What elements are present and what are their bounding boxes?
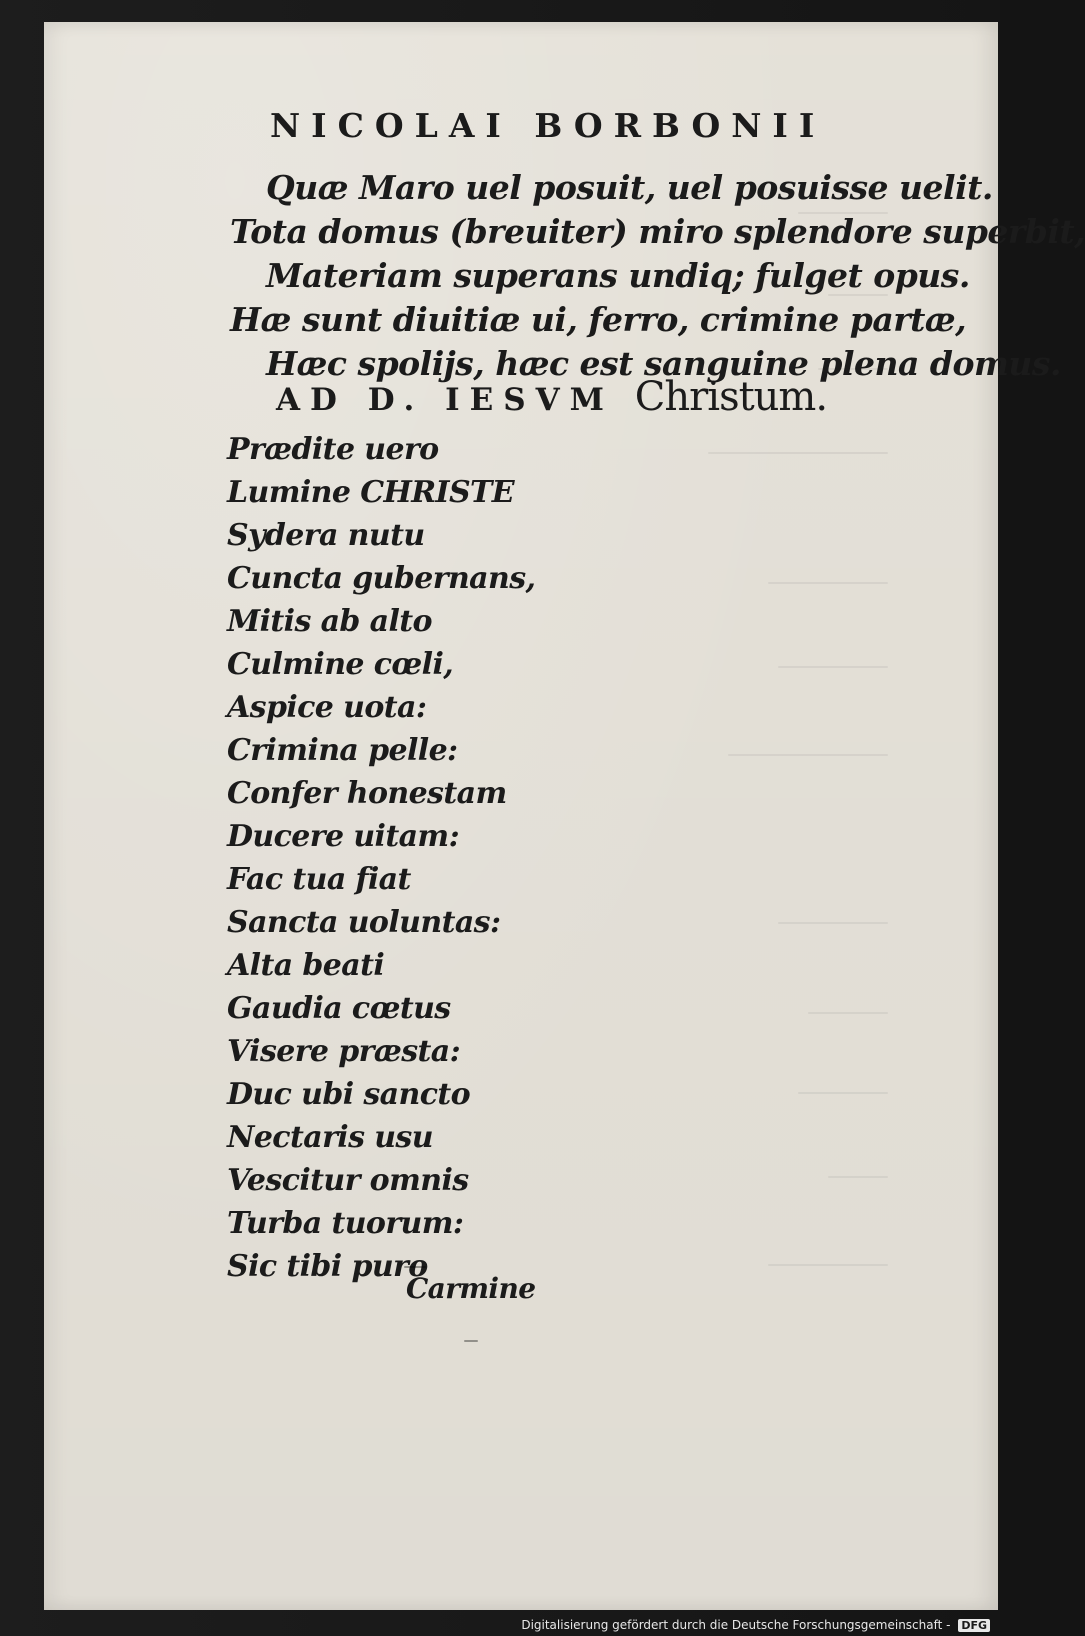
body-line-2: Tota domus (breuiter) miro splendore superbit, xyxy=(230,212,1085,251)
poem-line: Turba tuorum: xyxy=(227,1206,464,1241)
body-line-5: Hæc spolijs, hæc est sanguine plena domus. xyxy=(266,344,1061,383)
body-line-3: Materiam superans undiq; fulget opus. xyxy=(266,256,970,295)
poem-line: Sancta uoluntas: xyxy=(227,905,501,940)
poem-line: Culmine cœli, xyxy=(227,647,454,682)
catchword: Carmine xyxy=(406,1272,536,1305)
poem-line: Duc ubi sancto xyxy=(227,1077,471,1112)
dfg-logo: DFG xyxy=(958,1619,990,1632)
section-title-main: Christum. xyxy=(634,374,828,420)
print-mark xyxy=(404,1266,426,1268)
digitization-credit xyxy=(521,1618,990,1632)
section-title-prefix: AD D. IESVM xyxy=(276,382,614,418)
poem-line: Vescitur omnis xyxy=(227,1163,469,1198)
poem-line: Nectaris usu xyxy=(227,1120,433,1155)
poem-line: Visere præsta: xyxy=(227,1034,461,1069)
page-content xyxy=(44,22,1085,1610)
poem-line: Crimina pelle: xyxy=(227,733,458,768)
book-page xyxy=(44,22,1085,1610)
poem-line: Aspice uota: xyxy=(227,690,427,725)
credit-text: Digitalisierung gefördert durch die Deutsche Forschungsgemeinschaft - xyxy=(521,1618,951,1632)
body-line-4: Hæ sunt diuitiæ ui, ferro, crimine partæ, xyxy=(230,300,967,339)
poem-line: Fac tua fiat xyxy=(227,862,411,897)
print-mark xyxy=(464,1340,478,1342)
poem-line: Alta beati xyxy=(227,948,385,983)
poem-line: Confer honestam xyxy=(227,776,507,811)
poem-line: Sydera nutu xyxy=(227,518,425,553)
running-header: NICOLAI BORBONII xyxy=(270,106,826,145)
section-title xyxy=(276,374,827,420)
poem-line: Cuncta gubernans, xyxy=(227,561,536,596)
poem-line: Sic tibi puro xyxy=(227,1249,428,1284)
poem-line: Ducere uitam: xyxy=(227,819,460,854)
poem xyxy=(227,428,747,1288)
poem-line: Mitis ab alto xyxy=(227,604,432,639)
poem-line: Prædite uero xyxy=(227,432,439,467)
body-line-1: Quæ Maro uel posuit, uel posuisse uelit. xyxy=(266,168,993,207)
poem-line: Gaudia cœtus xyxy=(227,991,451,1026)
poem-line: Lumine CHRISTE xyxy=(227,475,515,510)
